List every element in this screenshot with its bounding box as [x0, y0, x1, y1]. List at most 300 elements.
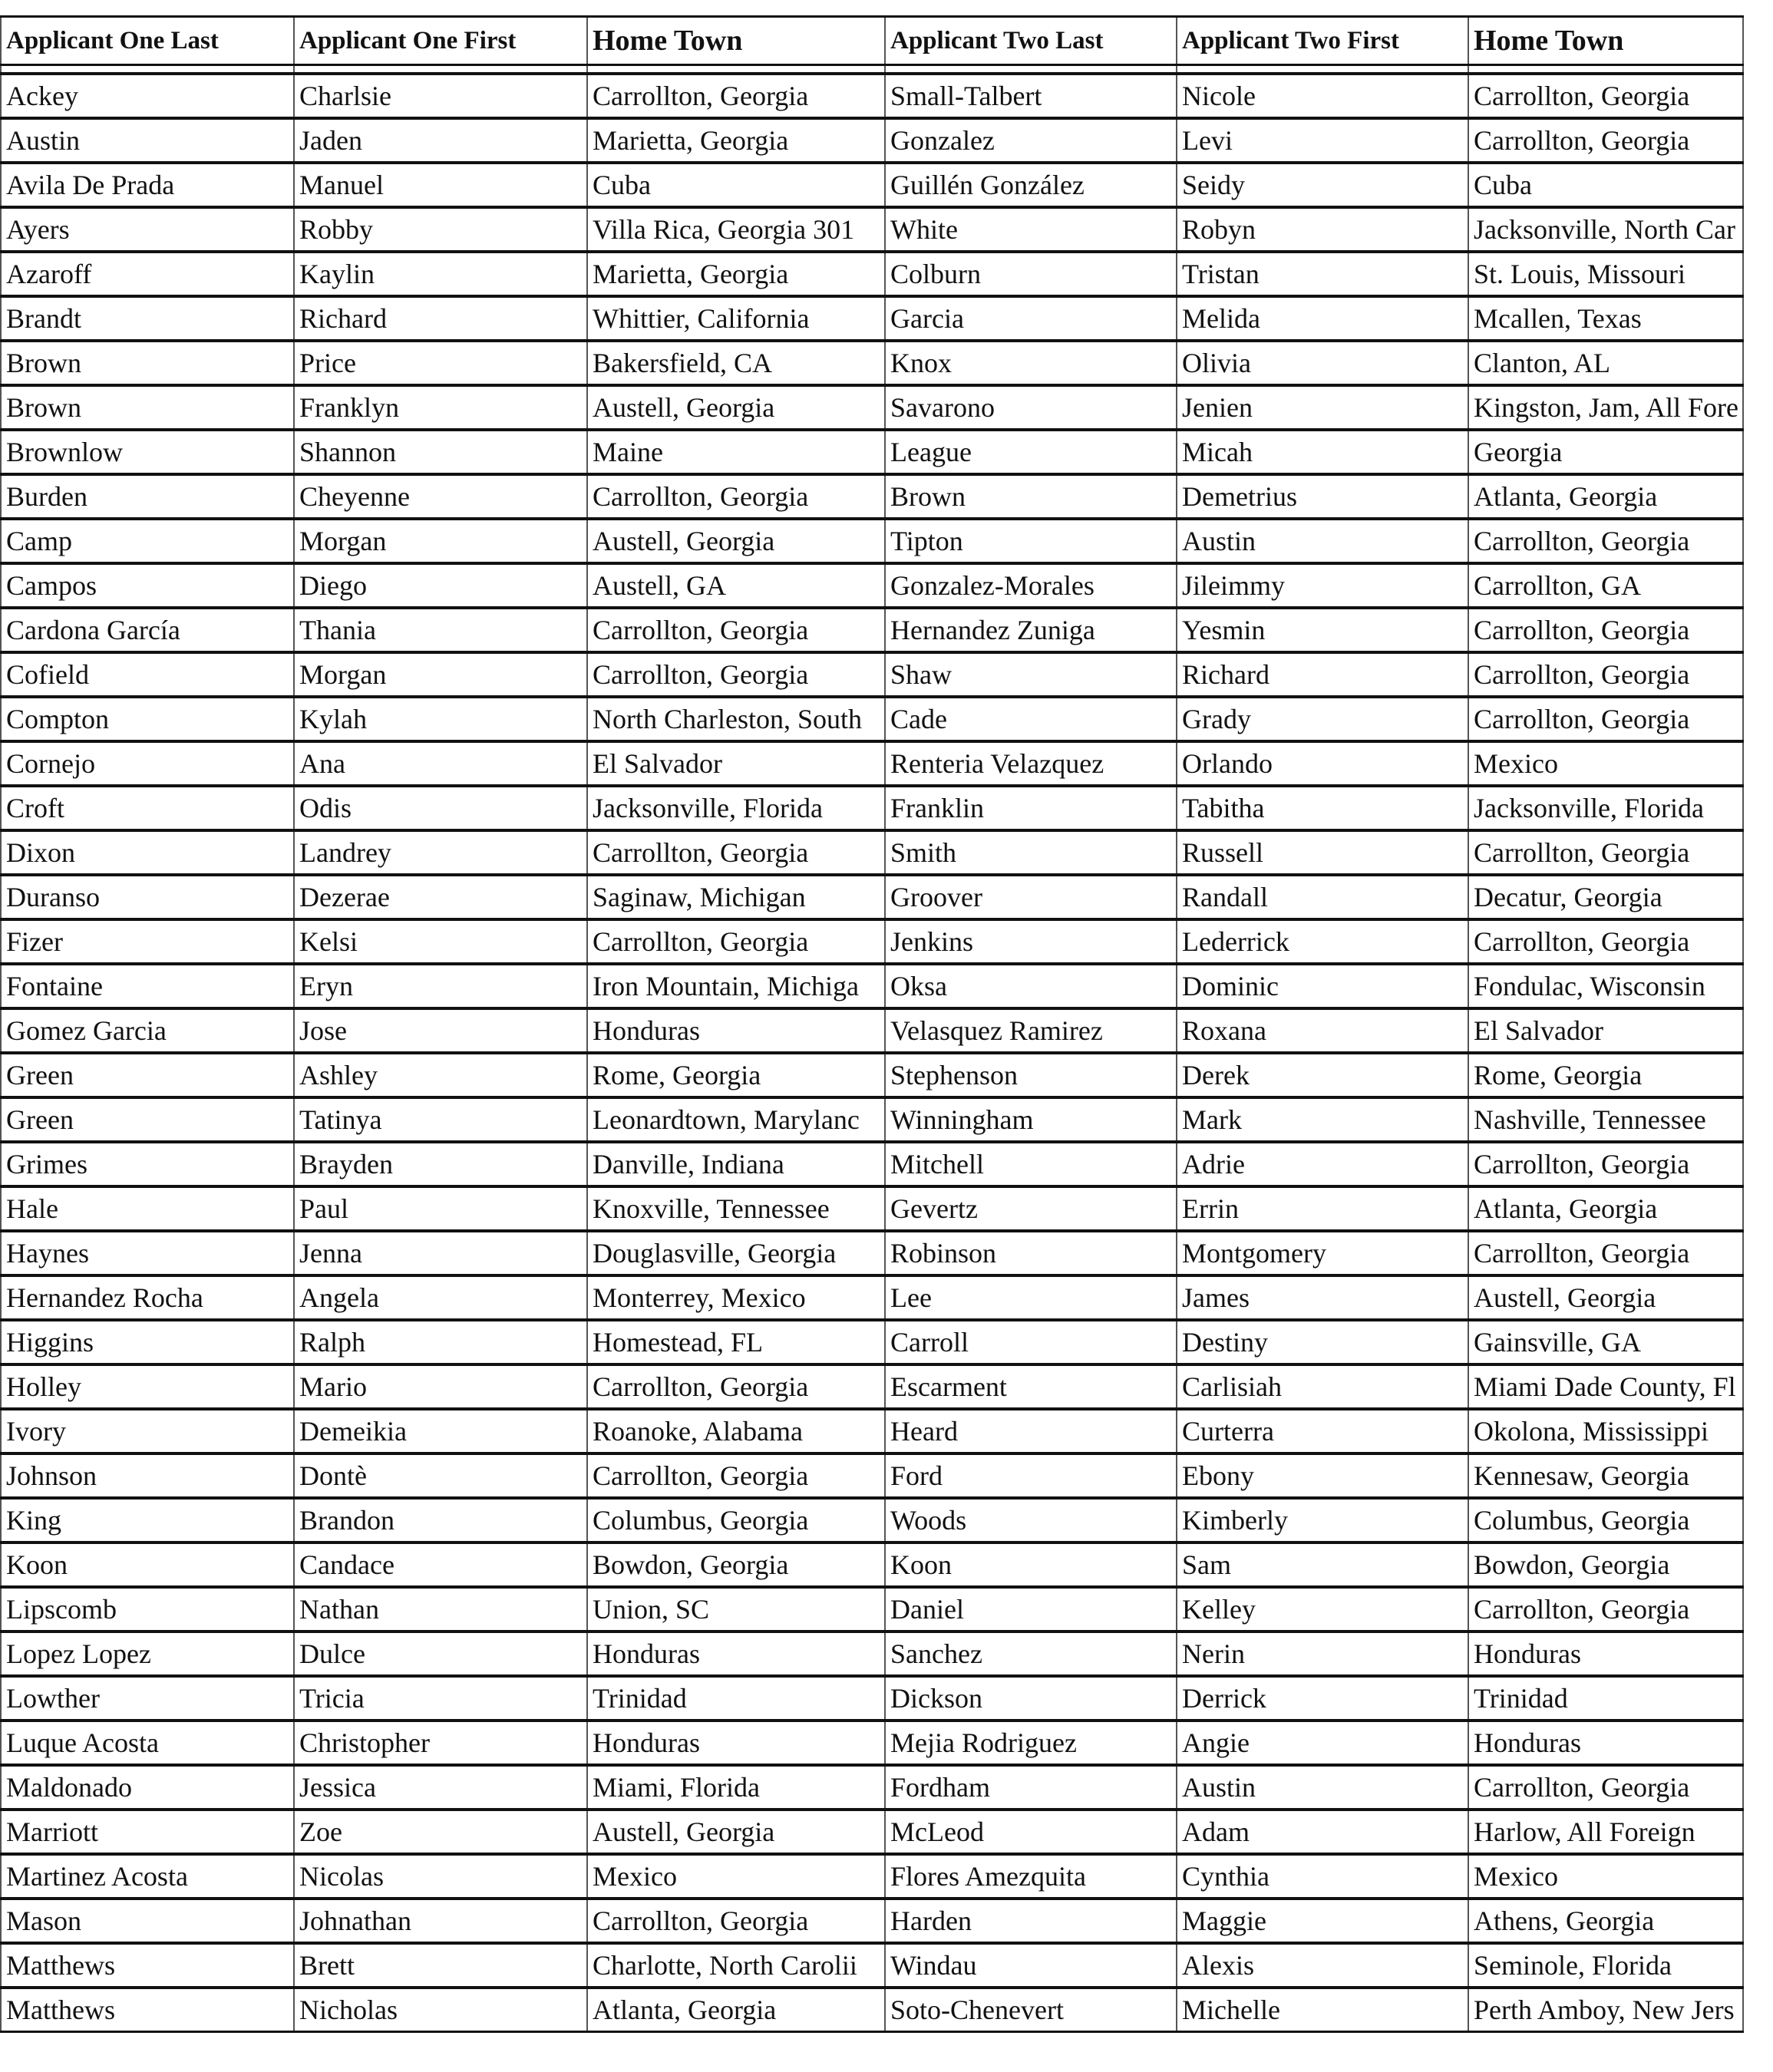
cell-applicant-two-last: Winningham	[885, 1097, 1177, 1142]
cell-home-town-one: Monterrey, Mexico	[587, 1275, 885, 1320]
cell-applicant-two-first: Ebony	[1177, 1453, 1468, 1498]
cell-applicant-two-first: Jileimmy	[1177, 563, 1468, 608]
cell-home-town-two: Carrollton, Georgia	[1468, 697, 1743, 741]
cell-applicant-two-first: Tristan	[1177, 252, 1468, 296]
table-row	[1, 519, 1743, 563]
cell-applicant-two-first: Robyn	[1177, 207, 1468, 252]
table-row	[1, 1542, 1743, 1587]
cell-applicant-two-last: Dickson	[885, 1676, 1177, 1721]
cell-applicant-one-last: Ivory	[1, 1409, 294, 1453]
cell-home-town-one: Charlotte, North Carolii	[587, 1943, 885, 1988]
cell-applicant-one-last: Maldonado	[1, 1765, 294, 1810]
table-row	[1, 652, 1743, 697]
cell-applicant-two-last: Robinson	[885, 1231, 1177, 1275]
table-row	[1, 118, 1743, 163]
table-row	[1, 830, 1743, 875]
header-applicant-one-last: Applicant One Last	[1, 17, 294, 65]
table-row	[1, 296, 1743, 341]
cell-applicant-two-first: Nicole	[1177, 74, 1468, 118]
cell-applicant-one-first: Diego	[294, 563, 587, 608]
cell-home-town-one: Iron Mountain, Michiga	[587, 964, 885, 1008]
cell-applicant-one-last: Duranso	[1, 875, 294, 919]
cell-applicant-two-first: Maggie	[1177, 1899, 1468, 1943]
cell-applicant-one-first: Jenna	[294, 1231, 587, 1275]
cell-applicant-one-first: Ana	[294, 741, 587, 786]
header-spacer	[1, 65, 1743, 74]
cell-applicant-two-last: White	[885, 207, 1177, 252]
cell-applicant-two-first: Destiny	[1177, 1320, 1468, 1364]
cell-applicant-two-last: Flores Amezquita	[885, 1854, 1177, 1899]
cell-applicant-two-last: Cade	[885, 697, 1177, 741]
cell-applicant-one-last: Fontaine	[1, 964, 294, 1008]
cell-home-town-two: Atlanta, Georgia	[1468, 474, 1743, 519]
table-row	[1, 919, 1743, 964]
cell-home-town-one: Carrollton, Georgia	[587, 1899, 885, 1943]
cell-applicant-one-last: Avila De Prada	[1, 163, 294, 207]
cell-applicant-two-last: Carroll	[885, 1320, 1177, 1364]
cell-applicant-two-first: Grady	[1177, 697, 1468, 741]
cell-applicant-one-last: Ackey	[1, 74, 294, 118]
cell-applicant-one-last: Holley	[1, 1364, 294, 1409]
table-row	[1, 1453, 1743, 1498]
table-row	[1, 74, 1743, 118]
cell-home-town-one: Whittier, California	[587, 296, 885, 341]
cell-home-town-one: Carrollton, Georgia	[587, 1453, 885, 1498]
cell-home-town-two: Cuba	[1468, 163, 1743, 207]
cell-home-town-two: Perth Amboy, New Jers	[1468, 1988, 1743, 2032]
cell-home-town-two: Carrollton, Georgia	[1468, 1231, 1743, 1275]
table-row	[1, 1320, 1743, 1364]
cell-applicant-two-first: Kimberly	[1177, 1498, 1468, 1542]
cell-home-town-one: Honduras	[587, 1632, 885, 1676]
cell-applicant-one-first: Jaden	[294, 118, 587, 163]
cell-home-town-two: Carrollton, Georgia	[1468, 519, 1743, 563]
cell-home-town-two: Harlow, All Foreign	[1468, 1810, 1743, 1854]
table-row	[1, 1231, 1743, 1275]
table-row	[1, 1498, 1743, 1542]
table-row	[1, 474, 1743, 519]
cell-applicant-one-last: Green	[1, 1053, 294, 1097]
cell-applicant-one-first: Demeikia	[294, 1409, 587, 1453]
header-applicant-two-last: Applicant Two Last	[885, 17, 1177, 65]
cell-applicant-two-first: Tabitha	[1177, 786, 1468, 830]
cell-applicant-two-last: Renteria Velazquez	[885, 741, 1177, 786]
cell-applicant-one-first: Candace	[294, 1542, 587, 1587]
table-row	[1, 1587, 1743, 1632]
cell-home-town-one: North Charleston, South	[587, 697, 885, 741]
cell-applicant-two-first: Roxana	[1177, 1008, 1468, 1053]
cell-applicant-two-last: Stephenson	[885, 1053, 1177, 1097]
cell-home-town-two: Carrollton, Georgia	[1468, 74, 1743, 118]
cell-applicant-two-last: Mitchell	[885, 1142, 1177, 1186]
spacer-cell	[1177, 65, 1468, 74]
cell-applicant-one-last: Cornejo	[1, 741, 294, 786]
cell-applicant-one-last: Higgins	[1, 1320, 294, 1364]
cell-home-town-two: Decatur, Georgia	[1468, 875, 1743, 919]
cell-applicant-two-last: Soto-Chenevert	[885, 1988, 1177, 2032]
cell-applicant-one-last: Azaroff	[1, 252, 294, 296]
cell-applicant-one-first: Christopher	[294, 1721, 587, 1765]
cell-applicant-one-last: Brown	[1, 341, 294, 385]
cell-home-town-two: Clanton, AL	[1468, 341, 1743, 385]
table-row	[1, 1186, 1743, 1231]
cell-applicant-one-first: Jose	[294, 1008, 587, 1053]
cell-home-town-two: El Salvador	[1468, 1008, 1743, 1053]
cell-applicant-one-last: Hale	[1, 1186, 294, 1231]
cell-applicant-two-first: Kelley	[1177, 1587, 1468, 1632]
cell-home-town-two: Honduras	[1468, 1721, 1743, 1765]
cell-applicant-two-first: Levi	[1177, 118, 1468, 163]
cell-applicant-one-last: Gomez Garcia	[1, 1008, 294, 1053]
cell-home-town-two: St. Louis, Missouri	[1468, 252, 1743, 296]
cell-applicant-two-last: Koon	[885, 1542, 1177, 1587]
cell-home-town-one: Carrollton, Georgia	[587, 919, 885, 964]
cell-applicant-one-first: Brandon	[294, 1498, 587, 1542]
cell-home-town-one: Homestead, FL	[587, 1320, 885, 1364]
cell-applicant-one-last: Matthews	[1, 1988, 294, 2032]
cell-home-town-two: Carrollton, Georgia	[1468, 919, 1743, 964]
cell-applicant-two-first: Montgomery	[1177, 1231, 1468, 1275]
cell-applicant-two-last: McLeod	[885, 1810, 1177, 1854]
table-row	[1, 964, 1743, 1008]
table-row	[1, 875, 1743, 919]
table-row	[1, 608, 1743, 652]
table-row	[1, 1632, 1743, 1676]
cell-applicant-two-first: Austin	[1177, 1765, 1468, 1810]
cell-applicant-two-first: Mark	[1177, 1097, 1468, 1142]
cell-home-town-two: Georgia	[1468, 430, 1743, 474]
cell-applicant-one-first: Landrey	[294, 830, 587, 875]
cell-applicant-one-last: Dixon	[1, 830, 294, 875]
cell-applicant-two-first: Lederrick	[1177, 919, 1468, 964]
cell-applicant-two-last: Heard	[885, 1409, 1177, 1453]
cell-home-town-one: Saginaw, Michigan	[587, 875, 885, 919]
cell-home-town-two: Carrollton, Georgia	[1468, 1765, 1743, 1810]
table-row	[1, 1409, 1743, 1453]
cell-home-town-two: Fondulac, Wisconsin	[1468, 964, 1743, 1008]
cell-applicant-two-last: Gonzalez-Morales	[885, 563, 1177, 608]
cell-home-town-two: Rome, Georgia	[1468, 1053, 1743, 1097]
table-row	[1, 1142, 1743, 1186]
cell-applicant-one-first: Price	[294, 341, 587, 385]
cell-applicant-one-last: Cofield	[1, 652, 294, 697]
cell-home-town-two: Mexico	[1468, 741, 1743, 786]
cell-home-town-two: Kennesaw, Georgia	[1468, 1453, 1743, 1498]
cell-home-town-two: Mcallen, Texas	[1468, 296, 1743, 341]
cell-applicant-one-last: Burden	[1, 474, 294, 519]
cell-home-town-one: Rome, Georgia	[587, 1053, 885, 1097]
cell-applicant-two-last: League	[885, 430, 1177, 474]
cell-applicant-two-last: Jenkins	[885, 919, 1177, 964]
cell-home-town-one: Carrollton, Georgia	[587, 830, 885, 875]
cell-home-town-two: Carrollton, Georgia	[1468, 608, 1743, 652]
cell-applicant-two-last: Gonzalez	[885, 118, 1177, 163]
cell-home-town-one: Marietta, Georgia	[587, 252, 885, 296]
cell-applicant-one-first: Shannon	[294, 430, 587, 474]
table-row	[1, 1943, 1743, 1988]
cell-applicant-two-first: Adrie	[1177, 1142, 1468, 1186]
cell-home-town-two: Okolona, Mississippi	[1468, 1409, 1743, 1453]
cell-applicant-two-first: Melida	[1177, 296, 1468, 341]
cell-applicant-one-last: King	[1, 1498, 294, 1542]
cell-applicant-one-first: Dezerae	[294, 875, 587, 919]
cell-applicant-one-first: Mario	[294, 1364, 587, 1409]
cell-applicant-one-first: Jessica	[294, 1765, 587, 1810]
cell-applicant-one-last: Grimes	[1, 1142, 294, 1186]
cell-applicant-two-last: Daniel	[885, 1587, 1177, 1632]
cell-applicant-two-first: Russell	[1177, 830, 1468, 875]
cell-applicant-two-first: Michelle	[1177, 1988, 1468, 2032]
cell-home-town-one: Cuba	[587, 163, 885, 207]
cell-applicant-one-last: Compton	[1, 697, 294, 741]
header-home-town-one: Home Town	[587, 17, 885, 65]
cell-applicant-two-last: Lee	[885, 1275, 1177, 1320]
cell-applicant-two-first: Adam	[1177, 1810, 1468, 1854]
table-row	[1, 341, 1743, 385]
cell-applicant-one-last: Austin	[1, 118, 294, 163]
cell-applicant-two-last: Franklin	[885, 786, 1177, 830]
cell-applicant-two-last: Gevertz	[885, 1186, 1177, 1231]
cell-applicant-one-first: Robby	[294, 207, 587, 252]
cell-home-town-two: Carrollton, Georgia	[1468, 1142, 1743, 1186]
header-row	[1, 17, 1743, 65]
table-header	[1, 17, 1743, 65]
cell-applicant-one-last: Campos	[1, 563, 294, 608]
cell-applicant-two-first: Cynthia	[1177, 1854, 1468, 1899]
table-row	[1, 741, 1743, 786]
cell-applicant-one-first: Brett	[294, 1943, 587, 1988]
cell-home-town-two: Kingston, Jam, All Fore	[1468, 385, 1743, 430]
cell-home-town-one: Atlanta, Georgia	[587, 1988, 885, 2032]
cell-applicant-two-last: Brown	[885, 474, 1177, 519]
cell-applicant-two-last: Fordham	[885, 1765, 1177, 1810]
cell-home-town-two: Jacksonville, North Car	[1468, 207, 1743, 252]
cell-applicant-one-first: Tricia	[294, 1676, 587, 1721]
cell-applicant-one-first: Dulce	[294, 1632, 587, 1676]
cell-applicant-two-first: Olivia	[1177, 341, 1468, 385]
cell-applicant-two-last: Ford	[885, 1453, 1177, 1498]
cell-applicant-two-last: Small-Talbert	[885, 74, 1177, 118]
cell-applicant-one-last: Lowther	[1, 1676, 294, 1721]
cell-applicant-two-last: Velasquez Ramirez	[885, 1008, 1177, 1053]
cell-home-town-two: Bowdon, Georgia	[1468, 1542, 1743, 1587]
cell-applicant-one-first: Cheyenne	[294, 474, 587, 519]
cell-applicant-one-first: Ashley	[294, 1053, 587, 1097]
table-row	[1, 207, 1743, 252]
cell-applicant-two-first: Richard	[1177, 652, 1468, 697]
table-row	[1, 1721, 1743, 1765]
table-row	[1, 1676, 1743, 1721]
cell-applicant-two-last: Mejia Rodriguez	[885, 1721, 1177, 1765]
cell-applicant-one-last: Cardona García	[1, 608, 294, 652]
cell-home-town-two: Trinidad	[1468, 1676, 1743, 1721]
cell-home-town-two: Gainsville, GA	[1468, 1320, 1743, 1364]
cell-home-town-one: Austell, Georgia	[587, 519, 885, 563]
cell-applicant-two-last: Tipton	[885, 519, 1177, 563]
cell-applicant-one-last: Camp	[1, 519, 294, 563]
cell-home-town-one: Carrollton, Georgia	[587, 74, 885, 118]
cell-applicant-two-first: Austin	[1177, 519, 1468, 563]
cell-applicant-two-first: Micah	[1177, 430, 1468, 474]
cell-home-town-one: Danville, Indiana	[587, 1142, 885, 1186]
table-row	[1, 1810, 1743, 1854]
applicant-table	[0, 15, 1744, 2033]
cell-applicant-two-first: Orlando	[1177, 741, 1468, 786]
cell-home-town-two: Carrollton, Georgia	[1468, 118, 1743, 163]
cell-applicant-one-first: Ralph	[294, 1320, 587, 1364]
cell-home-town-two: Athens, Georgia	[1468, 1899, 1743, 1943]
cell-home-town-one: Austell, Georgia	[587, 385, 885, 430]
cell-applicant-two-first: Demetrius	[1177, 474, 1468, 519]
cell-applicant-one-first: Kelsi	[294, 919, 587, 964]
cell-home-town-one: Columbus, Georgia	[587, 1498, 885, 1542]
cell-home-town-one: Bakersfield, CA	[587, 341, 885, 385]
cell-applicant-two-last: Harden	[885, 1899, 1177, 1943]
cell-home-town-two: Mexico	[1468, 1854, 1743, 1899]
cell-applicant-two-first: Derek	[1177, 1053, 1468, 1097]
cell-applicant-one-first: Angela	[294, 1275, 587, 1320]
cell-home-town-one: El Salvador	[587, 741, 885, 786]
cell-applicant-two-first: Yesmin	[1177, 608, 1468, 652]
cell-home-town-one: Miami, Florida	[587, 1765, 885, 1810]
cell-home-town-one: Leonardtown, Marylanc	[587, 1097, 885, 1142]
table-row	[1, 1008, 1743, 1053]
cell-applicant-one-first: Kaylin	[294, 252, 587, 296]
cell-applicant-one-first: Nicholas	[294, 1988, 587, 2032]
cell-home-town-one: Carrollton, Georgia	[587, 608, 885, 652]
spacer-cell	[885, 65, 1177, 74]
cell-applicant-one-first: Zoe	[294, 1810, 587, 1854]
table-row	[1, 252, 1743, 296]
cell-applicant-one-last: Green	[1, 1097, 294, 1142]
cell-home-town-two: Austell, Georgia	[1468, 1275, 1743, 1320]
cell-home-town-two: Carrollton, GA	[1468, 563, 1743, 608]
cell-applicant-one-last: Fizer	[1, 919, 294, 964]
cell-applicant-two-first: Alexis	[1177, 1943, 1468, 1988]
cell-applicant-one-last: Marriott	[1, 1810, 294, 1854]
cell-applicant-two-last: Woods	[885, 1498, 1177, 1542]
table-row	[1, 786, 1743, 830]
cell-applicant-two-last: Guillén González	[885, 163, 1177, 207]
cell-applicant-one-first: Dontè	[294, 1453, 587, 1498]
cell-applicant-two-last: Shaw	[885, 652, 1177, 697]
cell-applicant-two-last: Smith	[885, 830, 1177, 875]
cell-home-town-one: Jacksonville, Florida	[587, 786, 885, 830]
cell-applicant-one-first: Odis	[294, 786, 587, 830]
table-row	[1, 563, 1743, 608]
cell-applicant-one-first: Morgan	[294, 519, 587, 563]
cell-applicant-one-last: Brandt	[1, 296, 294, 341]
cell-applicant-one-first: Charlsie	[294, 74, 587, 118]
table-row	[1, 1275, 1743, 1320]
cell-applicant-one-first: Manuel	[294, 163, 587, 207]
cell-home-town-one: Trinidad	[587, 1676, 885, 1721]
cell-applicant-two-first: Seidy	[1177, 163, 1468, 207]
cell-home-town-two: Carrollton, Georgia	[1468, 1587, 1743, 1632]
header-home-town-two: Home Town	[1468, 17, 1743, 65]
applicant-table-sheet	[0, 15, 1773, 2033]
cell-applicant-two-first: Sam	[1177, 1542, 1468, 1587]
cell-home-town-two: Honduras	[1468, 1632, 1743, 1676]
spacer-cell	[587, 65, 885, 74]
cell-home-town-one: Carrollton, Georgia	[587, 1364, 885, 1409]
table-row	[1, 1364, 1743, 1409]
cell-applicant-two-first: Jenien	[1177, 385, 1468, 430]
header-applicant-two-first: Applicant Two First	[1177, 17, 1468, 65]
cell-applicant-one-first: Eryn	[294, 964, 587, 1008]
cell-home-town-one: Union, SC	[587, 1587, 885, 1632]
cell-applicant-two-last: Colburn	[885, 252, 1177, 296]
cell-home-town-one: Villa Rica, Georgia 301	[587, 207, 885, 252]
cell-home-town-one: Knoxville, Tennessee	[587, 1186, 885, 1231]
cell-home-town-two: Columbus, Georgia	[1468, 1498, 1743, 1542]
cell-applicant-one-first: Kylah	[294, 697, 587, 741]
cell-applicant-one-last: Mason	[1, 1899, 294, 1943]
cell-applicant-two-last: Hernandez Zuniga	[885, 608, 1177, 652]
table-body	[1, 65, 1743, 2032]
cell-home-town-one: Douglasville, Georgia	[587, 1231, 885, 1275]
cell-applicant-one-first: Nathan	[294, 1587, 587, 1632]
cell-home-town-two: Seminole, Florida	[1468, 1943, 1743, 1988]
cell-applicant-two-first: James	[1177, 1275, 1468, 1320]
cell-applicant-two-first: Carlisiah	[1177, 1364, 1468, 1409]
cell-home-town-one: Austell, Georgia	[587, 1810, 885, 1854]
cell-applicant-two-last: Windau	[885, 1943, 1177, 1988]
cell-applicant-two-last: Escarment	[885, 1364, 1177, 1409]
cell-applicant-one-last: Matthews	[1, 1943, 294, 1988]
cell-home-town-two: Atlanta, Georgia	[1468, 1186, 1743, 1231]
cell-applicant-one-first: Brayden	[294, 1142, 587, 1186]
cell-applicant-one-first: Tatinya	[294, 1097, 587, 1142]
cell-home-town-one: Honduras	[587, 1008, 885, 1053]
cell-applicant-one-last: Johnson	[1, 1453, 294, 1498]
cell-applicant-one-first: Richard	[294, 296, 587, 341]
table-row	[1, 1097, 1743, 1142]
cell-applicant-one-first: Franklyn	[294, 385, 587, 430]
header-applicant-one-first: Applicant One First	[294, 17, 587, 65]
table-row	[1, 385, 1743, 430]
cell-home-town-one: Carrollton, Georgia	[587, 474, 885, 519]
cell-applicant-two-last: Garcia	[885, 296, 1177, 341]
cell-home-town-one: Austell, GA	[587, 563, 885, 608]
table-row	[1, 1899, 1743, 1943]
cell-applicant-one-last: Brown	[1, 385, 294, 430]
cell-applicant-one-last: Brownlow	[1, 430, 294, 474]
cell-applicant-two-first: Nerin	[1177, 1632, 1468, 1676]
cell-applicant-one-last: Haynes	[1, 1231, 294, 1275]
cell-applicant-one-first: Morgan	[294, 652, 587, 697]
cell-home-town-one: Roanoke, Alabama	[587, 1409, 885, 1453]
spacer-cell	[294, 65, 587, 74]
table-row	[1, 1053, 1743, 1097]
cell-applicant-two-first: Randall	[1177, 875, 1468, 919]
cell-home-town-one: Marietta, Georgia	[587, 118, 885, 163]
table-row	[1, 697, 1743, 741]
cell-applicant-two-last: Groover	[885, 875, 1177, 919]
table-row	[1, 430, 1743, 474]
spacer-cell	[1, 65, 294, 74]
cell-applicant-two-last: Sanchez	[885, 1632, 1177, 1676]
cell-applicant-one-first: Thania	[294, 608, 587, 652]
cell-home-town-one: Mexico	[587, 1854, 885, 1899]
cell-applicant-two-first: Curterra	[1177, 1409, 1468, 1453]
spacer-cell	[1468, 65, 1743, 74]
table-row	[1, 163, 1743, 207]
cell-home-town-two: Nashville, Tennessee	[1468, 1097, 1743, 1142]
cell-home-town-one: Honduras	[587, 1721, 885, 1765]
cell-applicant-one-last: Luque Acosta	[1, 1721, 294, 1765]
cell-applicant-one-first: Nicolas	[294, 1854, 587, 1899]
